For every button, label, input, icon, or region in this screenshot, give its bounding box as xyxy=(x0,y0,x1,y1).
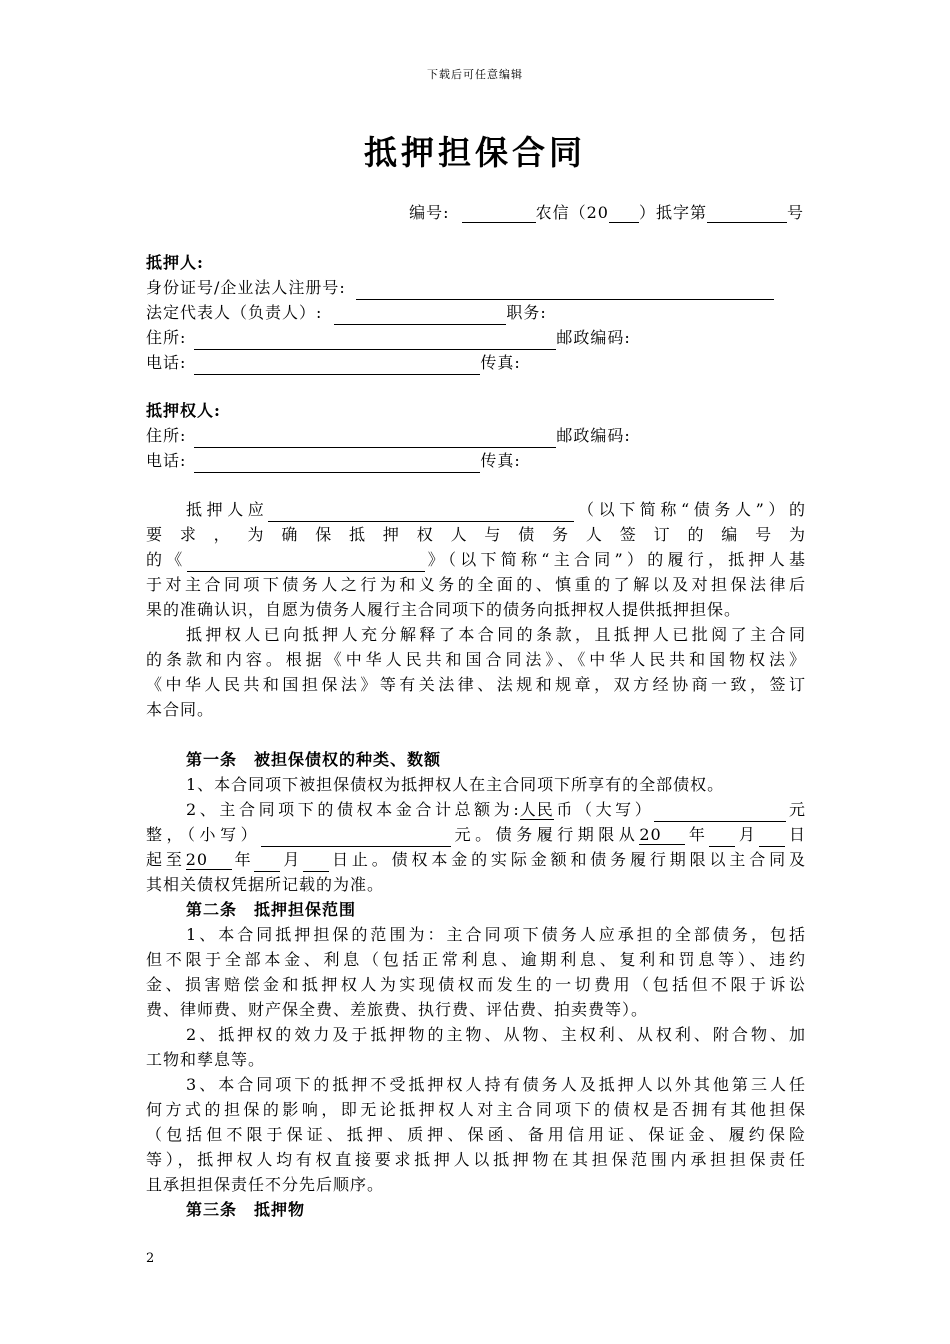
document-title: 抵押担保合同 xyxy=(364,133,586,172)
preamble-line xyxy=(146,497,806,522)
clause-text: 日 xyxy=(785,825,806,844)
preamble-text: 的《 xyxy=(146,550,187,569)
start-year: 20 xyxy=(639,826,685,845)
mortgagee-address-label: 住所: xyxy=(146,426,187,445)
preamble-line: 《中华人民共和国担保法》等有关法律、法规和规章，双方经协商一致，签订 xyxy=(146,675,806,694)
start-day-blank xyxy=(759,829,785,847)
mortgagor-phone-blank xyxy=(194,357,480,375)
mortgagee-fax-label: 传真: xyxy=(480,451,521,470)
preamble-text: 》（以下简称“主合同”）的履行，抵押人基 xyxy=(424,550,806,569)
preamble-text: （以下简称“债务人”）的 xyxy=(574,500,806,519)
article-1-clause-2-line xyxy=(146,847,806,872)
preamble-text: 抵押人应 xyxy=(186,500,269,519)
article-2-clause-3-line: 且承担担保责任不分先后顺序。 xyxy=(146,1175,385,1194)
mortgagee-heading: 抵押权人: xyxy=(146,401,221,420)
contract-no-blank-3 xyxy=(707,205,787,223)
article-2-clause-1-line: 费、律师费、财产保全费、差旅费、执行费、评估费、拍卖费等）。 xyxy=(146,1000,649,1019)
clause-text: 整，（小写） xyxy=(146,825,262,844)
mortgagee-postcode-label: 邮政编码: xyxy=(556,426,631,445)
mortgagee-phone-blank xyxy=(194,455,480,473)
articles xyxy=(146,747,806,1222)
contract-no-blank-1 xyxy=(462,205,536,223)
mortgagor-address-blank xyxy=(194,332,556,350)
mortgagor-id-line xyxy=(146,275,806,300)
clause-text: 月 xyxy=(280,850,304,869)
article-1-clause-2-line: 其相关债权凭据所记载的为准。 xyxy=(146,875,385,894)
amount-figures-blank xyxy=(261,829,451,847)
mortgagor-rep-line xyxy=(146,300,806,325)
amount-words-blank xyxy=(654,804,786,822)
mortgagor-rep-label: 法定代表人（负责人）: xyxy=(146,303,323,322)
mortgagor-fax-label: 传真: xyxy=(480,353,521,372)
mortgagor-section xyxy=(146,250,806,375)
clause-text: 币（大写） xyxy=(553,800,655,819)
clause-text: 日止。债权本金的实际金额和债务履行期限以主合同及 xyxy=(329,850,806,869)
end-year: 20 xyxy=(186,851,232,870)
preamble-line: 果的准确认识，自愿为债务人履行主合同项下的债务向抵押权人提供抵押担保。 xyxy=(146,600,742,619)
clause-text: 起至 xyxy=(146,850,186,869)
article-2-clause-3-line: 等），抵押权人均有权直接要求抵押人以抵押物在其担保范围内承担担保责任 xyxy=(146,1150,806,1169)
clause-text: 年 xyxy=(685,825,710,844)
mortgagor-address-line xyxy=(146,325,806,350)
clause-text: 年 xyxy=(231,850,255,869)
contract-no-tail: 号 xyxy=(786,203,804,222)
preamble-line xyxy=(146,547,806,572)
mortgagor-id-label: 身份证号/企业法人注册号: xyxy=(146,278,346,297)
article-2-clause-1-line: 金、损害赔偿金和抵押权人为实现债权而发生的一切费用（包括但不限于诉讼 xyxy=(146,975,806,994)
preamble-line: 于对主合同项下债务人之行为和义务的全面的、慎重的了解以及对担保法律后 xyxy=(146,575,806,594)
article-2-clause-3-line: 何方式的担保的影响，即无论抵押权人对主合同项下的债权是否拥有其他担保 xyxy=(146,1100,806,1119)
contract-number xyxy=(409,200,804,223)
clause-text: 2、主合同项下的债权本金合计总额为: xyxy=(186,800,520,819)
mortgagee-section xyxy=(146,398,806,473)
mortgagee-phone-label: 电话: xyxy=(146,451,187,470)
article-2-clause-2-line: 2、抵押权的效力及于抵押物的主物、从物、主权利、从权利、附合物、加 xyxy=(186,1025,806,1044)
article-2-clause-2-line: 工物和孳息等。 xyxy=(146,1050,266,1069)
article-1-clause-2-line xyxy=(146,822,806,847)
article-3-heading: 第三条 抵押物 xyxy=(186,1200,306,1219)
end-month-blank xyxy=(254,854,280,872)
end-day-blank xyxy=(303,854,329,872)
contract-no-blank-2 xyxy=(609,205,639,223)
article-2-heading: 第二条 抵押担保范围 xyxy=(186,900,357,919)
mortgagee-address-line xyxy=(146,423,806,448)
start-month-blank xyxy=(709,829,735,847)
header-note: 下载后可任意编辑 xyxy=(427,68,523,81)
article-2-clause-1-line: 1、本合同抵押担保的范围为：主合同项下债务人应承担的全部债务，包括 xyxy=(186,925,806,944)
contract-no-mid: 农信（20 xyxy=(535,203,609,222)
mortgagor-address-label: 住所: xyxy=(146,328,187,347)
mortgagor-rep-blank xyxy=(334,307,506,325)
article-2-clause-1-line: 但不限于全部本金、利息（包括正常利息、逾期利息、复利和罚息等）、违约 xyxy=(146,950,806,969)
page-number: 2 xyxy=(146,1251,155,1266)
mortgagee-address-blank xyxy=(194,430,556,448)
preamble-line: 本合同。 xyxy=(146,700,215,719)
contract-no-paren-close: ）抵字第 xyxy=(638,203,707,222)
mortgagor-phone-line xyxy=(146,350,806,375)
debtor-blank xyxy=(268,504,574,522)
article-1-heading: 第一条 被担保债权的种类、数额 xyxy=(186,750,442,769)
mortgagor-position-label: 职务: xyxy=(506,303,547,322)
contract-no-label: 编号: xyxy=(409,203,450,222)
preamble-line: 抵押权人已向抵押人充分解释了本合同的条款，且抵押人已批阅了主合同 xyxy=(186,625,806,644)
mortgagor-heading: 抵押人: xyxy=(146,253,204,272)
mortgagor-id-blank xyxy=(356,282,774,300)
main-contract-name-blank xyxy=(187,554,425,572)
preamble-line: 的条款和内容。根据《中华人民共和国合同法》、《中华人民共和国物权法》 xyxy=(146,650,806,669)
mortgagee-phone-line xyxy=(146,448,806,473)
article-2-clause-3-line: （包括但不限于保证、抵押、质押、保函、备用信用证、保证金、履约保险 xyxy=(146,1125,806,1144)
clause-text: 元 xyxy=(786,800,806,819)
mortgagor-phone-label: 电话: xyxy=(146,353,187,372)
preamble-line: 要求，为确保抵押权人与债务人签订的编号为 xyxy=(146,525,806,544)
clause-text: 元。债务履行期限从 xyxy=(451,825,640,844)
article-1-clause-2-line xyxy=(146,797,806,822)
rmb-underlined: 人民 xyxy=(519,800,554,819)
article-2-clause-3-line: 3、本合同项下的抵押不受抵押权人持有债务人及抵押人以外其他第三人任 xyxy=(186,1075,806,1094)
preamble xyxy=(146,497,806,722)
article-1-clause-1: 1、本合同项下被担保债权为抵押权人在主合同项下所享有的全部债权。 xyxy=(186,775,725,794)
clause-text: 月 xyxy=(735,825,760,844)
mortgagor-postcode-label: 邮政编码: xyxy=(556,328,631,347)
